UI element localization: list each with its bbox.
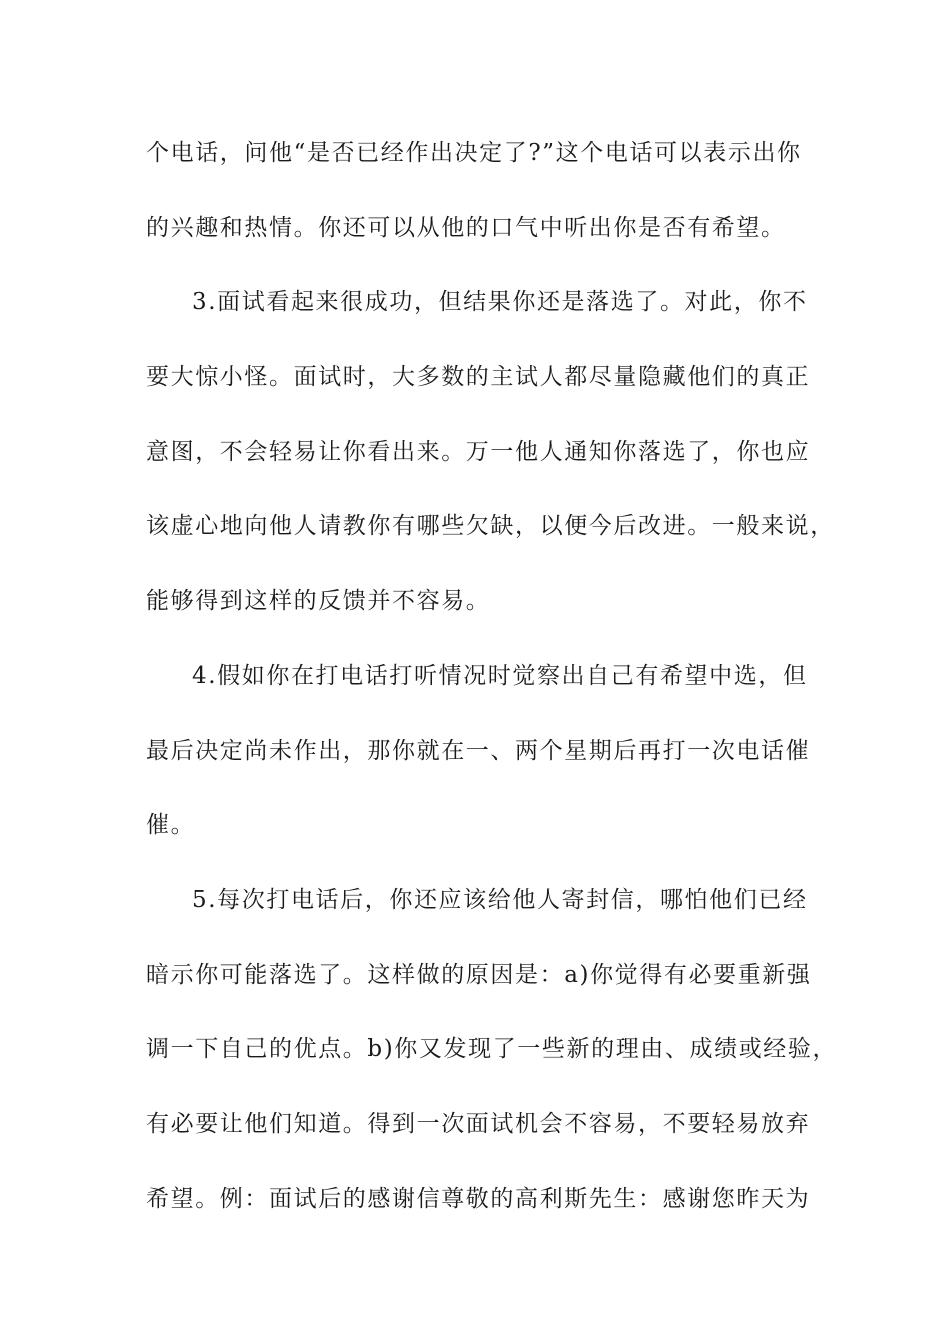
paragraph-start-line: 5.每次打电话后，你还应该给他人寄封信，哪怕他们已经 <box>192 886 808 913</box>
text-line: 最后决定尚未作出，那你就在一、两个星期后再打一次电话催 <box>146 737 811 764</box>
text-line: 该虚心地向他人请教你有哪些欠缺，以便今后改进。一般来说， <box>146 513 835 540</box>
paragraph-start-line: 3.面试看起来很成功，但结果你还是落选了。对此，你不 <box>192 289 808 316</box>
document-body <box>146 126 838 1246</box>
text-line: 的兴趣和热情。你还可以从他的口气中听出你是否有希望。 <box>146 214 786 241</box>
text-line: 要大惊小怪。面试时，大多数的主试人都尽量隐藏他们的真正 <box>146 364 811 391</box>
text-line: 个电话，问他“是否已经作出决定了?”这个电话可以表示出你 <box>146 140 802 166</box>
text-line: 暗示你可能落选了。这样做的原因是：a)你觉得有必要重新强 <box>146 961 812 988</box>
text-line: 有必要让他们知道。得到一次面试机会不容易，不要轻易放弃 <box>146 1110 811 1137</box>
paragraph-start-line: 4.假如你在打电话打听情况时觉察出自己有希望中选，但 <box>192 662 808 689</box>
text-line: 希望。例：面试后的感谢信尊敬的高利斯先生：感谢您昨天为 <box>146 1185 811 1212</box>
text-line: 调一下自己的优点。b)你又发现了一些新的理由、成绩或经验， <box>146 1036 838 1063</box>
text-line: 能够得到这样的反馈并不容易。 <box>146 588 491 615</box>
text-line: 意图，不会轻易让你看出来。万一他人通知你落选了，你也应 <box>146 438 811 465</box>
text-line: 催。 <box>146 812 196 839</box>
